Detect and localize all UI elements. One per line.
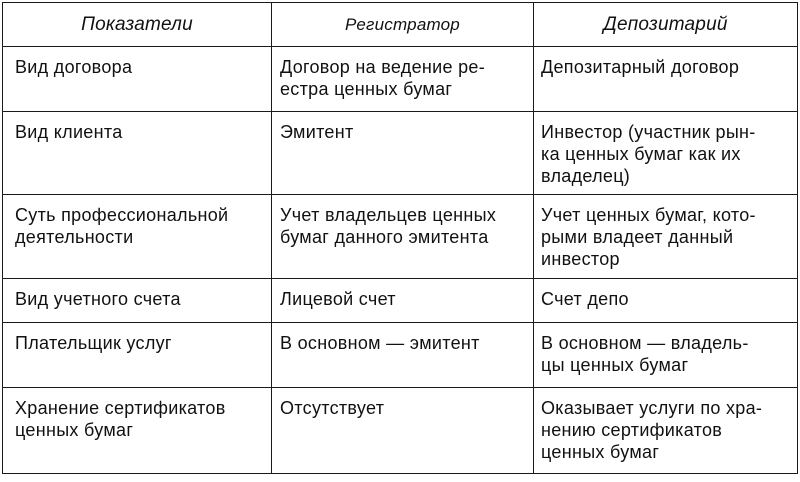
cell-text: бумаг данного эмитента [280,227,489,247]
cell-text: Учет ценных бумаг, кото- [541,205,756,225]
cell-text: естра ценных бумаг [280,79,453,99]
registrar-cell [272,279,534,323]
header-registrar: Регистратор [272,3,534,47]
cell-text: владелец) [541,166,631,186]
cell-text: Вид договора [15,57,133,77]
cell-text: Инвестор (участник рын- [541,122,756,142]
comparison-table [2,2,798,474]
table-row [3,47,798,112]
cell-text: Вид учетного счета [15,289,181,309]
registrar-cell [272,388,534,474]
table-row [3,279,798,323]
cell-text: Суть профессиональной [15,205,229,225]
cell-text: В основном — владель- [541,333,749,353]
cell-text: Учет владельцев ценных [280,205,497,225]
indicator-cell [3,279,272,323]
cell-text: Депозитарный договор [541,57,740,77]
depository-cell [534,47,798,112]
cell-text: Хранение сертификатов [15,398,226,418]
cell-text: ценных бумаг [15,420,134,440]
indicator-cell [3,323,272,388]
depository-cell [534,323,798,388]
cell-text: Отсутствует [280,398,385,418]
depository-cell [534,388,798,474]
header-indicators: Показатели [3,3,272,47]
cell-text: рыми владеет данный [541,227,734,247]
cell-text: ка ценных бумаг как их [541,144,741,164]
indicator-cell [3,47,272,112]
indicator-cell [3,195,272,279]
table-row [3,323,798,388]
header-row [3,3,798,47]
cell-text: Вид клиента [15,122,123,142]
cell-text: нению сертификатов [541,420,723,440]
registrar-cell [272,112,534,195]
depository-cell [534,112,798,195]
cell-text: ценных бумаг [541,442,660,462]
table-row [3,195,798,279]
cell-text: Счет депо [541,289,629,309]
header-depository: Депозитарий [534,3,798,47]
cell-text: деятельности [15,227,134,247]
cell-text: Эмитент [280,122,354,142]
cell-text: Оказывает услуги по хра- [541,398,763,418]
registrar-cell [272,323,534,388]
indicator-cell [3,388,272,474]
registrar-cell [272,47,534,112]
cell-text: цы ценных бумаг [541,355,689,375]
cell-text: В основном — эмитент [280,333,480,353]
indicator-cell [3,112,272,195]
registrar-cell [272,195,534,279]
cell-text: инвестор [541,249,620,269]
cell-text: Лицевой счет [280,289,396,309]
cell-text: Договор на ведение ре- [280,57,486,77]
depository-cell [534,195,798,279]
table-row [3,388,798,474]
cell-text: Плательщик услуг [15,333,172,353]
table-row [3,112,798,195]
depository-cell [534,279,798,323]
